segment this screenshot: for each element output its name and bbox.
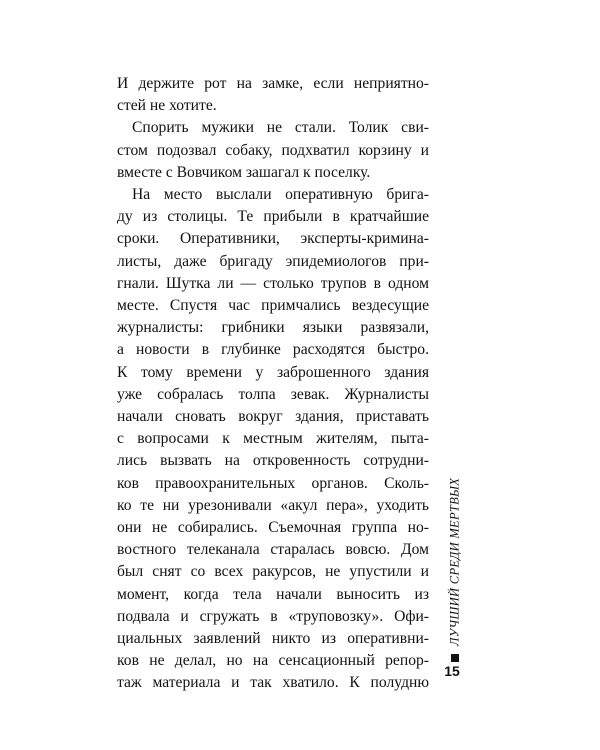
text-line: востного телеканала старалась вовсю. Дом: [117, 541, 429, 559]
text-line: лись вызвать на откровенность сотрудни-: [117, 452, 429, 470]
text-line: подвала и сгружать в «труповозку». Офи-: [117, 607, 429, 625]
text-line: ду из столицы. Те прибыли в кратчайшие: [117, 208, 429, 226]
text-line: циальных заявлений никто из оперативни-: [117, 630, 429, 648]
book-title-text: ЛУЧШИЙ СРЕДИ МЕРТВЫХ: [447, 477, 462, 646]
text-line: стом подозвал собаку, подхватил корзину и: [117, 141, 429, 159]
text-line: они не собирались. Съемочная группа но-: [117, 519, 429, 537]
text-line: с вопросами к местным жителям, пыта-: [117, 430, 429, 448]
text-line: а новости в глубинке расходятся быстро.: [117, 341, 429, 359]
text-line: листы, даже бригаду эпидемиологов при-: [117, 252, 429, 270]
book-page-text: [117, 73, 429, 695]
text-line: сроки. Оперативники, эксперты-кримина-: [117, 230, 429, 248]
text-line: стей не хотите.: [117, 97, 217, 115]
text-line: ков не делал, но на сенсационный репор-: [117, 652, 429, 670]
text-line: ко те ни урезонивали «акул пера», уходить: [117, 496, 429, 514]
text-line: вместе с Вовчиком зашагал к поселку.: [117, 163, 371, 181]
text-line: Спорить мужики не стали. Толик сви-: [132, 119, 429, 137]
text-line: журналисты: грибники языки развязали,: [117, 319, 429, 337]
text-line: И держите рот на замке, если неприятно-: [117, 75, 429, 92]
text-line: уже собралась толпа зевак. Журналисты: [117, 385, 429, 403]
text-line: был снят со всех ракурсов, не упустили и: [117, 563, 429, 581]
running-header-book-title: [445, 452, 465, 662]
paragraph-2: [117, 117, 429, 184]
text-line: начали сновать вокруг здания, приставать: [117, 408, 429, 426]
text-line: гнали. Шутка ли — столько трупов в одном: [117, 274, 429, 292]
text-line: ков правоохранительных органов. Сколь-: [117, 474, 429, 492]
paragraph-3: [117, 184, 429, 695]
text-line: На место выслали оперативную брига-: [132, 186, 429, 204]
text-line: К тому времени у заброшенного здания: [117, 363, 429, 381]
square-bullet-icon: [451, 654, 459, 662]
paragraph-1: [117, 73, 429, 117]
text-line: месте. Спустя час примчались вездесущие: [117, 297, 429, 315]
text-line: момент, когда тела начали выносить из: [117, 585, 429, 603]
text-line: таж материала и так хватило. К полудню: [117, 674, 429, 692]
page-number: 15: [444, 663, 460, 679]
